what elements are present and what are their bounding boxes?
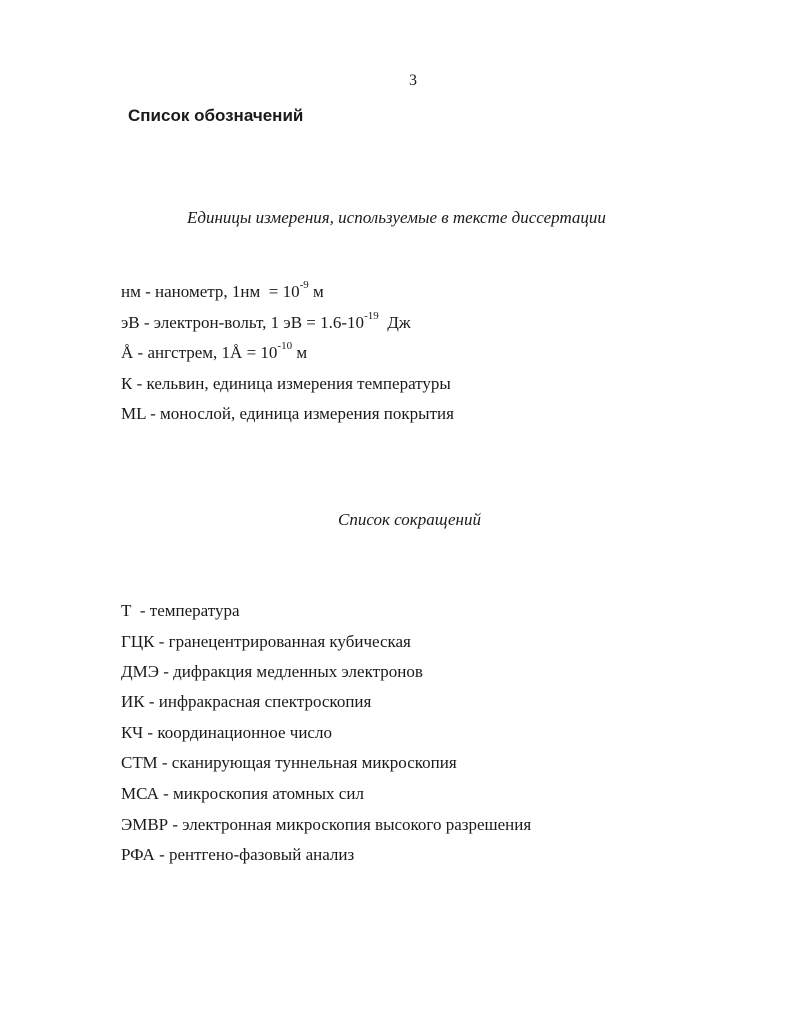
unit-definition: - электрон-вольт, 1 эВ = 1.6-10 [139,313,365,332]
abbr-item [121,784,364,804]
unit-item-nm [121,279,324,302]
unit-abbr: эВ [121,313,140,332]
abbr-item [121,662,423,682]
abbr-definition: - координационное число [143,723,332,742]
unit-abbr: Å [121,343,134,362]
abbr-term: ИК [121,692,145,711]
abbr-definition: - температура [131,601,240,620]
abbr-item [121,723,332,743]
abbr-item [121,632,411,652]
abbr-definition: - рентгено-фазовый анализ [154,845,355,864]
unit-definition: - монослой, единица измерения покрытия [145,404,454,423]
abbr-term: ЭМВР [121,815,169,834]
abbr-term: ДМЭ [121,662,159,681]
abbr-definition: - электронная микроскопия высокого разрешения [168,815,532,834]
unit-suffix: м [308,282,324,301]
abbr-term: ГЦК [121,632,155,651]
abbr-term: МСА [121,784,159,803]
unit-exponent: -10 [277,340,293,352]
abbr-term: КЧ [121,723,144,742]
abbr-term: Т [121,601,132,620]
abbr-definition: - инфракрасная спектроскопия [144,692,372,711]
unit-abbr: ML [121,404,146,423]
page-number: 3 [409,72,417,89]
abbr-item [121,692,371,712]
unit-suffix: м [292,343,308,362]
abbr-definition: - микроскопия атомных сил [158,784,364,803]
unit-definition: - нанометр, 1нм = 10 [140,282,300,301]
page-title: Список обозначений [128,106,304,125]
abbr-definition: - гранецентрированная кубическая [154,632,411,651]
abbr-definition: - дифракция медленных электронов [158,662,423,681]
abbr-item [121,815,531,835]
units-section-title: Единицы измерения, используемые в тексте диссертации [187,208,606,227]
abbr-item [121,845,354,865]
abbr-term: СТМ [121,753,158,772]
abbr-item [121,753,457,773]
unit-item-angstrom [121,340,308,363]
unit-exponent: -19 [364,310,379,322]
unit-definition: - ангстрем, 1Å = 10 [133,343,278,362]
unit-item-ev [121,310,411,333]
unit-item-monolayer [121,404,454,424]
unit-exponent: -9 [299,279,309,291]
abbr-definition: - сканирующая туннельная микроскопия [157,753,457,772]
abbreviations-section-title: Список сокращений [338,510,481,529]
unit-definition: - кельвин, единица измерения температуры [132,374,451,393]
unit-suffix: Дж [378,313,411,332]
abbr-term: РФА [121,845,155,864]
unit-abbr: К [121,374,133,393]
unit-item-kelvin [121,374,451,394]
unit-abbr: нм [121,282,141,301]
abbr-item [121,601,240,621]
